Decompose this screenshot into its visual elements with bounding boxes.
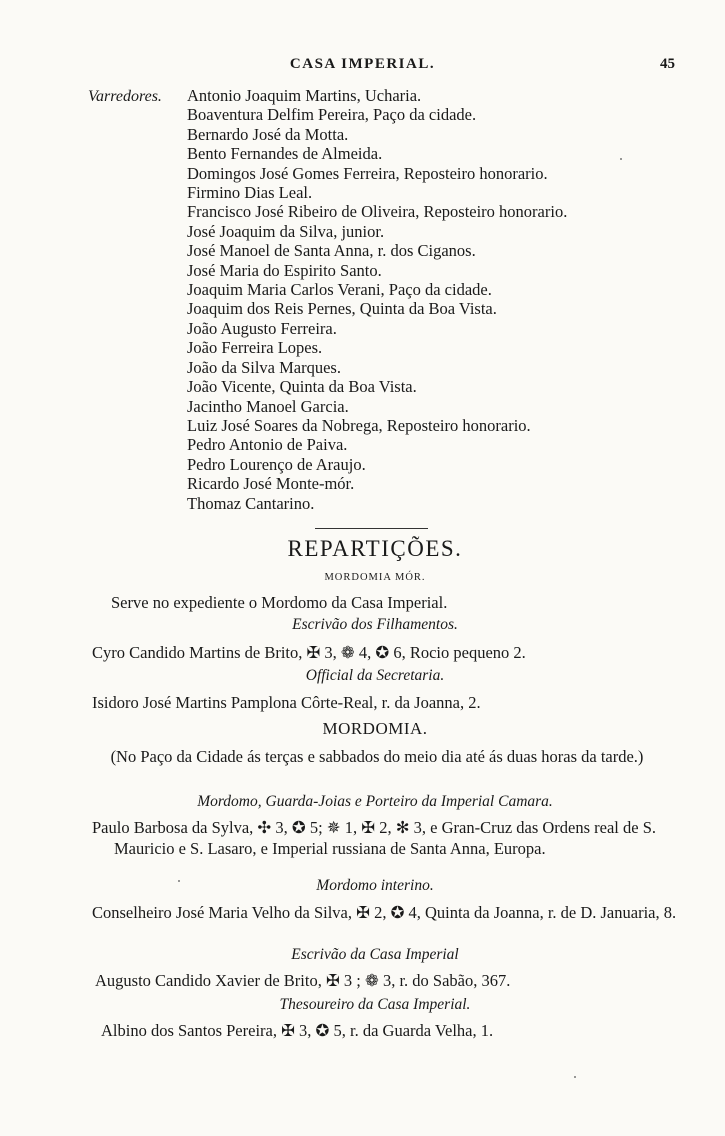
list-item: João da Silva Marques. bbox=[187, 357, 341, 377]
official-secretaria-title: Official da Secretaria. bbox=[305, 667, 445, 684]
list-item: Firmino Dias Leal. bbox=[187, 183, 313, 203]
mordomia-mor-subheading: MORDOMIA MÓR. bbox=[324, 572, 426, 583]
paper-speck bbox=[574, 1076, 576, 1078]
list-item: Ricardo José Monte-mór. bbox=[187, 474, 355, 494]
list-item: Thomaz Cantarino. bbox=[187, 493, 315, 513]
section-divider bbox=[315, 528, 428, 529]
list-item: Jacintho Manoel Garcia. bbox=[187, 396, 349, 416]
escrivao-filhamentos-entry: Cyro Candido Martins de Brito, ✠ 3, ❁ 4, ✪ 6, Rocio pequeno 2. bbox=[92, 643, 526, 662]
list-item: Bernardo José da Motta. bbox=[187, 124, 349, 144]
thesoureiro-title: Thesoureiro da Casa Imperial. bbox=[279, 996, 471, 1013]
varredores-label: Varredores. bbox=[88, 88, 162, 105]
reparticoes-heading: REPARTIÇÕES. bbox=[287, 536, 463, 561]
escrivao-casa-title: Escrivão da Casa Imperial bbox=[291, 946, 459, 963]
paper-speck bbox=[620, 158, 622, 160]
paper-speck bbox=[178, 880, 180, 882]
varredores-name-list bbox=[187, 86, 567, 513]
opening-hours-note: (No Paço da Cidade ás terças e sabbados do meio dia até ás duas horas da tarde.) bbox=[110, 747, 644, 766]
mordomo-interino-entry: Conselheiro José Maria Velho da Silva, ✠ 2, ✪ 4, Quinta da Joanna, r. de D. Januaria, 8. bbox=[92, 903, 677, 922]
list-item: José Joaquim da Silva, junior. bbox=[187, 221, 385, 241]
mordomo-interino-title: Mordomo interino. bbox=[316, 877, 434, 894]
official-secretaria-entry: Isidoro José Martins Pamplona Côrte-Real, r. da Joanna, 2. bbox=[92, 693, 481, 712]
list-item: Antonio Joaquim Martins, Ucharia. bbox=[187, 86, 422, 105]
list-item: João Vicente, Quinta da Boa Vista. bbox=[187, 377, 417, 397]
thesoureiro-entry: Albino dos Santos Pereira, ✠ 3, ✪ 5, r. da Guarda Velha, 1. bbox=[101, 1021, 494, 1040]
escrivao-filhamentos-title: Escrivão dos Filhamentos. bbox=[292, 616, 458, 633]
page-number: 45 bbox=[660, 56, 675, 72]
mordomia-heading: MORDOMIA. bbox=[322, 719, 428, 738]
mordomo-title: Mordomo, Guarda-Joias e Porteiro da Imperial Camara. bbox=[197, 793, 553, 810]
list-item: José Manoel de Santa Anna, r. dos Ciganos. bbox=[187, 241, 476, 261]
running-title: CASA IMPERIAL. bbox=[289, 56, 436, 72]
mordomo-entry: Paulo Barbosa da Sylva, ✣ 3, ✪ 5; ✵ 1, ✠ 2, ✻ 3, e Gran-Cruz das Ordens real de S. Mauricio e S. Lasaro, e Imperial russiana de Santa Anna, Europa. bbox=[92, 818, 657, 858]
list-item: Pedro Antonio de Paiva. bbox=[187, 435, 348, 455]
list-item: Boaventura Delfim Pereira, Paço da cidade. bbox=[187, 105, 477, 125]
list-item: Francisco José Ribeiro de Oliveira, Reposteiro honorario. bbox=[187, 202, 568, 222]
list-item: João Augusto Ferreira. bbox=[187, 318, 337, 338]
list-item: Bento Fernandes de Almeida. bbox=[187, 144, 383, 164]
serve-line: Serve no expediente o Mordomo da Casa Imperial. bbox=[111, 593, 448, 612]
list-item: João Ferreira Lopes. bbox=[187, 338, 323, 358]
list-item: Domingos José Gomes Ferreira, Reposteiro honorario. bbox=[187, 163, 548, 183]
list-item: Luiz José Soares da Nobrega, Reposteiro honorario. bbox=[187, 415, 531, 435]
list-item: Joaquim Maria Carlos Verani, Paço da cidade. bbox=[187, 280, 492, 300]
list-item: Joaquim dos Reis Pernes, Quinta da Boa Vista. bbox=[187, 299, 497, 319]
list-item: José Maria do Espirito Santo. bbox=[187, 260, 382, 280]
list-item: Pedro Lourenço de Araujo. bbox=[187, 454, 366, 474]
escrivao-casa-entry: Augusto Candido Xavier de Brito, ✠ 3 ; ❁ 3, r. do Sabão, 367. bbox=[95, 971, 511, 990]
